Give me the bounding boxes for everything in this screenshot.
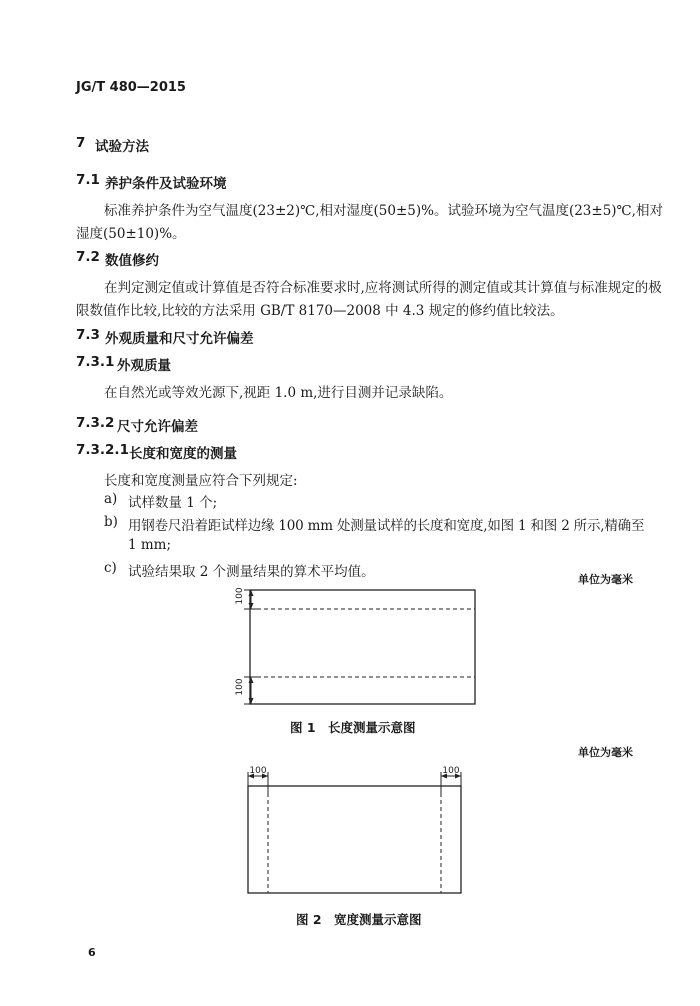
figure-2-unit-note: 单位为毫米 — [578, 746, 633, 759]
list-item-b-text: 用钢卷尺沿着距试样边缘 100 mm 处测量试样的长度和宽度,如图 1 和图 2 所示,精确至 — [128, 518, 645, 534]
section-7-3-1-title: 外观质量 — [117, 358, 171, 374]
figure-1-specimen-outline — [250, 590, 475, 704]
list-item-c-text: 试验结果取 2 个测量结果的算术平均值。 — [128, 564, 375, 580]
section-7-3-title: 外观质量和尺寸允许偏差 — [105, 331, 254, 347]
list-item-b-marker: b) — [104, 514, 118, 530]
figure-2-dim-right: 100 — [442, 766, 460, 776]
figure-1-dim-top: 100 — [235, 587, 245, 605]
section-7-3-2-title: 尺寸允许偏差 — [117, 419, 198, 435]
section-7-3-2-number: 7.3.2 — [76, 415, 115, 431]
figure-1-dim-bottom: 100 — [235, 678, 245, 696]
figure-2-dim-left: 100 — [249, 766, 267, 776]
list-item-c-marker: c) — [104, 560, 117, 576]
section-7-3-number: 7.3 — [76, 327, 100, 343]
paragraph-7-3-2-1-intro: 长度和宽度测量应符合下列规定: — [104, 473, 298, 489]
list-item-a-marker: a) — [104, 491, 118, 507]
section-7-title: 试验方法 — [95, 139, 149, 155]
section-7-3-2-1-number: 7.3.2.1 — [76, 442, 129, 458]
list-item-b-continuation: 1 mm; — [128, 537, 172, 553]
paragraph-7-3-1: 在自然光或等效光源下,视距 1.0 m,进行目测并记录缺陷。 — [104, 385, 453, 401]
figure-2-specimen-outline — [248, 786, 461, 893]
paragraph-7-2-line2: 限数值作比较,比较的方法采用 GB/T 8170—2008 中 4.3 规定的修约值比较法。 — [76, 303, 564, 319]
section-7-3-2-1-title: 长度和宽度的测量 — [129, 446, 237, 462]
document-code: JG/T 480—2015 — [76, 80, 186, 95]
figure-1-unit-note: 单位为毫米 — [578, 573, 633, 586]
section-7-1-number: 7.1 — [76, 172, 100, 188]
paragraph-7-1-line2: 湿度(50±10)%。 — [76, 226, 186, 242]
paragraph-7-2-line1: 在判定测定值或计算值是否符合标准要求时,应将测试所得的测定值或其计算值与标准规定的极 — [104, 280, 662, 296]
section-7-3-1-number: 7.3.1 — [76, 354, 115, 370]
figure-1-caption: 图 1 长度测量示意图 — [290, 720, 416, 735]
section-7-2-title: 数值修约 — [105, 253, 159, 269]
figure-2-caption: 图 2 宽度测量示意图 — [296, 912, 422, 927]
section-7-2-number: 7.2 — [76, 249, 100, 265]
section-7-number: 7 — [76, 135, 86, 151]
page-number: 6 — [88, 946, 96, 959]
section-7-1-title: 养护条件及试验环境 — [105, 176, 227, 192]
list-item-a-text: 试样数量 1 个; — [128, 495, 218, 511]
paragraph-7-1-line1: 标准养护条件为空气温度(23±2)℃,相对湿度(50±5)%。试验环境为空气温度(23±5)℃,相对 — [104, 203, 663, 219]
